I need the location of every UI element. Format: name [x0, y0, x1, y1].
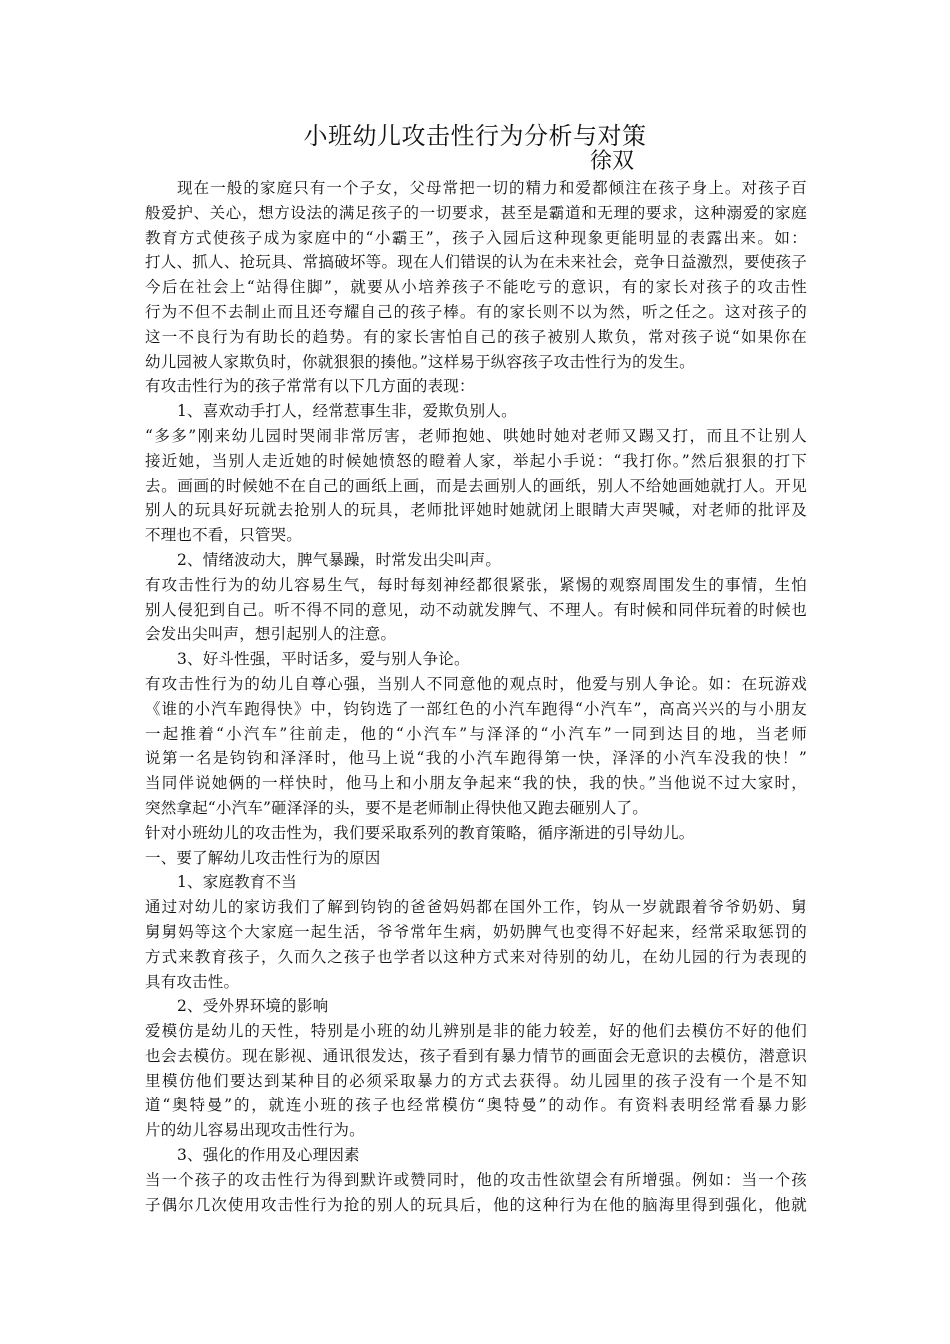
text-line: 片的幼儿容易出现攻击性行为。: [145, 1121, 365, 1140]
text-line: 今后在社会上“站得住脚”，就要从小培养孩子不能吃亏的意识，有的家长对孩子的攻击性: [145, 278, 807, 297]
text-line: 爱模仿是幼儿的天性，特别是小班的幼儿辨别是非的能力较差，好的他们去模仿不好的他们: [145, 1022, 807, 1041]
text-line: 有攻击性行为的幼儿容易生气，每时每刻神经都很紧张，紧惕的观察周围发生的事情，生怕: [145, 575, 807, 594]
text-line: 这一不良行为有助长的趋势。有的家长害怕自己的孩子被别人欺负，常对孩子说“如果你在: [145, 327, 807, 346]
text-line: 当一个孩子的攻击性行为得到默许或赞同时，他的攻击性欲望会有所增强。例如：当一个孩: [145, 1170, 807, 1189]
text-line: 幼儿园被人家欺负时，你就狠狠的揍他。”这样易于纵容孩子攻击性行为的发生。: [145, 352, 695, 371]
text-line: 具有攻击性。: [145, 972, 240, 991]
text-line: 突然拿起“小汽车”砸泽泽的头，要不是老师制止得快他又跑去砸别人了。: [145, 798, 648, 817]
text-line: 不理也不看，只管哭。: [145, 526, 303, 545]
text-line: 现在一般的家庭只有一个子女，父母常把一切的精力和爱都倾注在孩子身上。对孩子百: [177, 179, 807, 197]
text-line: 行为不但不去制止而且还夸耀自己的孩子棒。有的家长则不以为然，听之任之。这对孩子的: [145, 302, 807, 321]
text-line: 舅舅妈等这个大家庭一起生活，爷爷常年生病，奶奶脾气也变得不好起来，经常采取惩罚的: [145, 922, 807, 941]
text-line: 通过对幼儿的家访我们了解到钧钧的爸爸妈妈都在国外工作，钧从一岁就跟着爷爷奶奶、舅: [145, 898, 807, 917]
text-line: 去。画画的时候她不在自己的画纸上画，而是去画别人的画纸，别人不给她画她就打人。开见: [145, 476, 807, 495]
text-line: “多多”刚来幼儿园时哭闹非常厉害，老师抱她、哄她时她对老师又踢又打，而且不让别人: [145, 426, 807, 445]
text-line: 3、强化的作用及心理因素: [177, 1146, 360, 1165]
text-line: 别人的玩具好玩就去抢别人的玩具，老师批评她时她就闭上眼睛大声哭喊，对老师的批评及: [145, 501, 807, 520]
text-line: 有攻击性行为的孩子常常有以下几方面的表现：: [145, 377, 475, 396]
body-text: [145, 176, 807, 1217]
text-line: 教育方式使孩子成为家庭中的“小霸王”，孩子入园后这种现象更能明显的表露出来。如：: [145, 228, 807, 247]
text-line: 有攻击性行为的幼儿自尊心强，当别人不同意他的观点时，他爱与别人争论。如：在玩游戏: [145, 674, 807, 693]
text-line: 3、好斗性强，平时话多，爱与别人争论。: [177, 650, 470, 669]
text-line: 般爱护、关心，想方设法的满足孩子的一切要求，甚至是霸道和无理的要求，这种溺爱的家庭: [145, 203, 807, 222]
text-line: 一起推着“小汽车”往前走，他的“小汽车”与泽泽的“小汽车”一同到达目的地，当老师: [145, 724, 807, 743]
text-line: 1、喜欢动手打人，经常惹事生非，爱欺负别人。: [177, 402, 517, 421]
author-name: 徐双: [590, 149, 635, 174]
text-line: 方式来教育孩子，久而久之孩子也学者以这种方式来对待别的幼儿，在幼儿园的行为表现的: [145, 947, 807, 966]
text-line: 说第一名是钧钧和泽泽时，他马上说“我的小汽车跑得第一快，泽泽的小汽车没我的快！”: [145, 749, 807, 768]
text-line: 《谁的小汽车跑得快》中，钧钧选了一部红色的小汽车跑得“小汽车”，高高兴兴的与小朋友: [145, 699, 807, 718]
text-line: 当同伴说她俩的一样快时，他马上和小朋友争起来“我的快，我的快。”当他说不过大家时，: [145, 774, 807, 793]
text-line: 子偶尔几次使用攻击性行为抢的别人的玩具后，他的这种行为在他的脑海里得到强化，他就: [145, 1195, 807, 1214]
text-line: 2、情绪波动大，脾气暴躁，时常发出尖叫声。: [177, 550, 502, 569]
text-line: 别人侵犯到自己。听不得不同的意见，动不动就发脾气、不理人。有时候和同伴玩着的时候也: [145, 600, 807, 619]
text-line: 会发出尖叫声，想引起别人的注意。: [145, 625, 397, 644]
text-line: 1、家庭教育不当: [177, 873, 297, 892]
text-line: 里模仿他们要达到某种目的必须采取暴力的方式去获得。幼儿园里的孩子没有一个是不知: [145, 1071, 807, 1090]
text-line: 一、要了解幼儿攻击性行为的原因: [145, 848, 381, 867]
text-line: 也会去模仿。现在影视、通讯很发达，孩子看到有暴力情节的画面会无意识的去模仿，潜意识: [145, 1046, 807, 1065]
text-line: 2、受外界环境的影响: [177, 997, 329, 1016]
text-line: 打人、抓人、抢玩具、常搞破坏等。现在人们错误的认为在未来社会，竞争日益激烈，要使孩子: [145, 253, 807, 272]
document-title: 小班幼儿攻击性行为分析与对策: [303, 122, 647, 150]
text-line: 针对小班幼儿的攻击性为，我们要采取系列的教育策略，循序渐进的引导幼儿。: [145, 823, 695, 842]
text-line: 接近她，当别人走近她的时候她愤怒的瞪着人家，举起小手说：“我打你。”然后狠狠的打下: [145, 451, 807, 470]
text-line: 道“奥特曼”的，就连小班的孩子也经常模仿“奥特曼”的动作。有资料表明经常看暴力影: [145, 1096, 807, 1115]
